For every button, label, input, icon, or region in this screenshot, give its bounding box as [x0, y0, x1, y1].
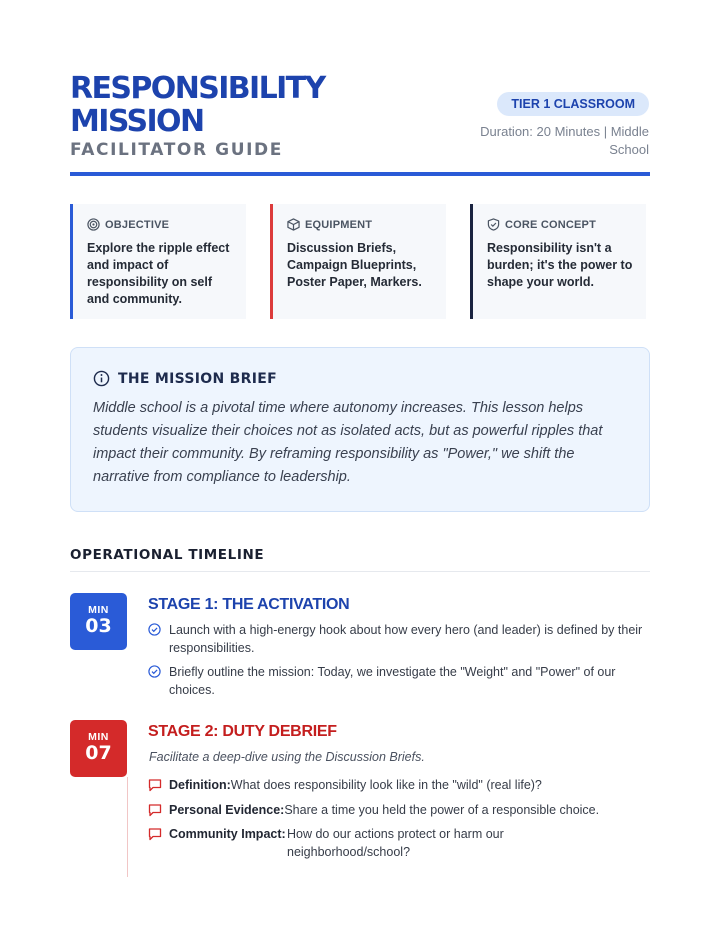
term-personal-evidence-text: Share a time you held the power of a responsible choice. [284, 803, 600, 817]
stage1-minutes-badge [70, 593, 127, 650]
stage1-item-text: Launch with a high-energy hook about how every hero (and leader) is defined by their responsibilities. [169, 623, 643, 655]
duration-text: Duration: 20 Minutes | Middle School [480, 124, 649, 157]
equipment-label: EQUIPMENT [305, 218, 373, 231]
info-icon [93, 370, 110, 387]
min-label: MIN [88, 731, 109, 743]
tier-badge: TIER 1 CLASSROOM [497, 92, 649, 116]
page-subtitle: FACILITATOR GUIDE [70, 140, 283, 160]
page-title: RESPONSIBILITY MISSION [70, 71, 325, 139]
objective-text: Explore the ripple effect and impact of responsibility on self and community. [87, 241, 230, 306]
message-icon [148, 803, 162, 817]
message-icon [148, 827, 162, 841]
term-personal-evidence: Personal Evidence: [169, 803, 285, 817]
stage2-title: STAGE 2: DUTY DEBRIEF [148, 723, 337, 740]
stage2-minutes-badge [70, 720, 127, 777]
core-concept-label: CORE CONCEPT [505, 218, 597, 231]
list-item [148, 826, 653, 861]
shield-check-icon [487, 218, 500, 231]
message-icon [148, 778, 162, 792]
stage-connector-line [127, 777, 128, 877]
core-concept-text: Responsibility isn't a burden; it's the power to shape your world. [487, 241, 633, 289]
objective-card [70, 204, 246, 319]
check-circle-icon [148, 623, 161, 636]
box-icon [287, 218, 300, 231]
objective-label: OBJECTIVE [105, 218, 170, 231]
list-item [148, 802, 653, 823]
list-item [148, 664, 653, 699]
minutes-value: 07 [85, 742, 112, 764]
stage1-title: STAGE 1: THE ACTIVATION [148, 596, 350, 613]
list-item [148, 622, 653, 657]
core-concept-card [470, 204, 646, 319]
timeline-divider [70, 571, 650, 572]
stage1-item-text: Briefly outline the mission: Today, we investigate the "Weight" and "Power" of our choices. [169, 665, 616, 697]
term-definition: Definition: [169, 778, 231, 792]
equipment-card [270, 204, 446, 319]
mission-brief-heading: THE MISSION BRIEF [118, 370, 277, 387]
check-circle-icon [148, 665, 161, 678]
term-community-impact: Community Impact: [169, 827, 286, 841]
list-item [148, 777, 653, 798]
minutes-value: 03 [85, 615, 112, 637]
mission-brief-panel [70, 347, 650, 512]
target-icon [87, 218, 100, 231]
mission-brief-text: Middle school is a pivotal time where autonomy increases. This lesson helps students visualize their choices not as isolated acts, but as powerful ripples that impact their community. By reframing responsibility as "Power," we shift the narrative from compliance to leadership. [93, 400, 603, 485]
header-divider [70, 172, 650, 176]
equipment-text: Discussion Briefs, Campaign Blueprints, Poster Paper, Markers. [287, 241, 422, 289]
min-label: MIN [88, 604, 109, 616]
stage2-subtitle: Facilitate a deep-dive using the Discussion Briefs. [149, 750, 425, 764]
term-definition-text: What does responsibility look like in the "wild" (real life)? [230, 778, 542, 792]
timeline-heading: OPERATIONAL TIMELINE [70, 547, 265, 563]
term-community-impact-text: How do our actions protect or harm our neighborhood/school? [287, 827, 504, 859]
